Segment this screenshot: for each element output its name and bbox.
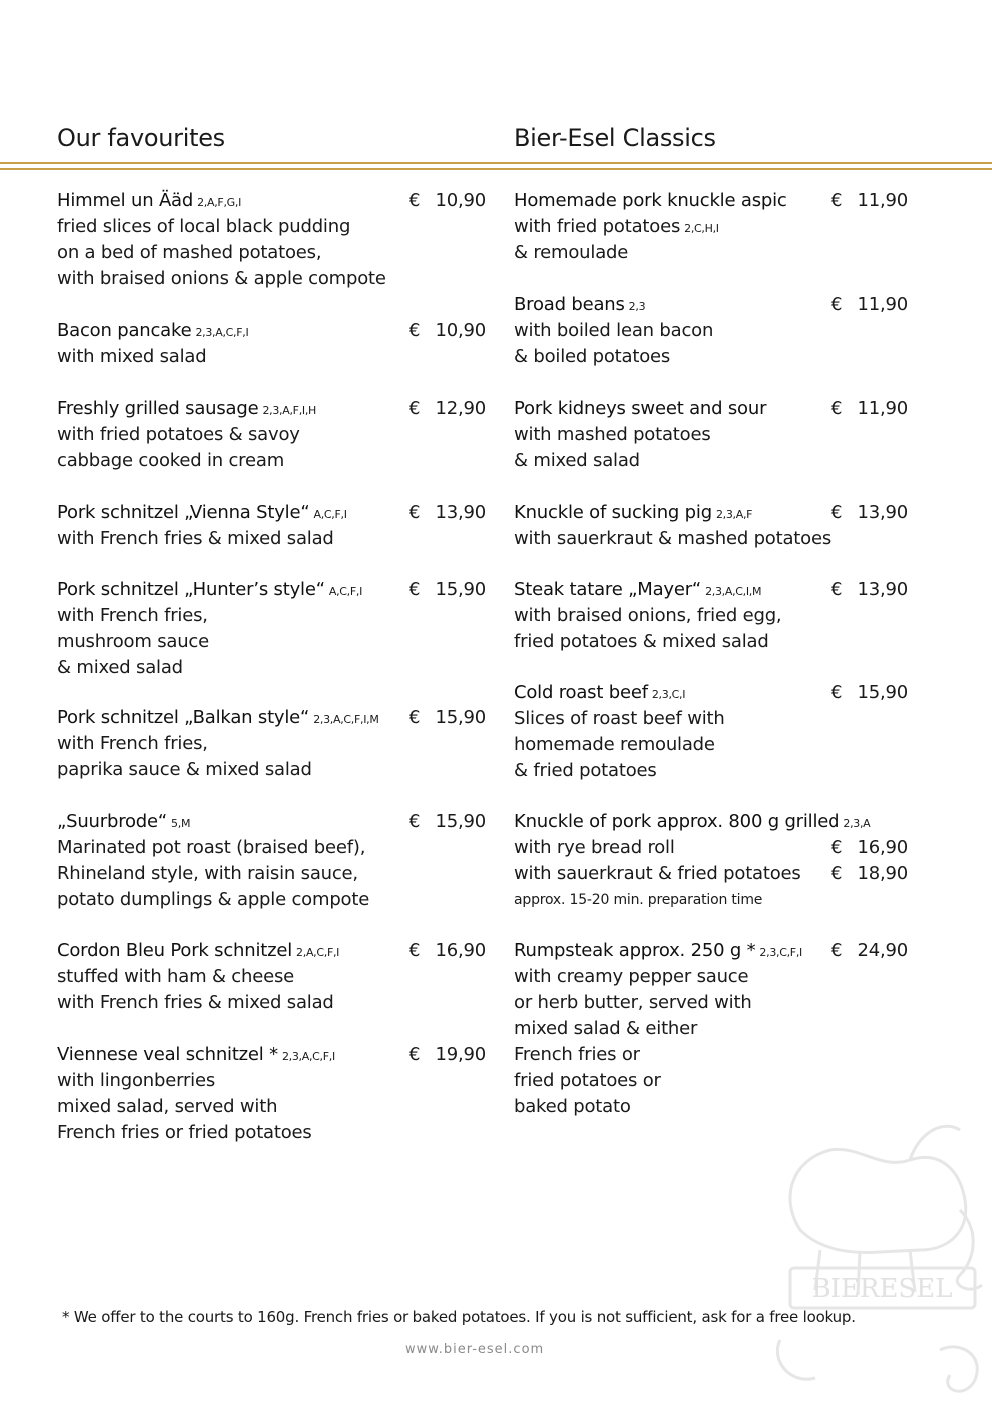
allergen-codes: A,C,F,I — [313, 508, 347, 521]
heading-rule-bottom — [0, 168, 992, 170]
euro-sign: € — [409, 940, 421, 961]
item-description: with braised onions & apple compote — [57, 268, 386, 289]
item-description: with mixed salad — [57, 346, 207, 367]
left-column-heading: Our favourites — [57, 124, 225, 152]
menu-item — [57, 318, 492, 370]
euro-sign: € — [831, 682, 843, 703]
item-description: cabbage cooked in cream — [57, 450, 285, 471]
allergen-codes: 2,3 — [628, 300, 646, 313]
allergen-codes: 2,3,A,C,I,M — [705, 585, 762, 598]
item-description — [514, 629, 914, 655]
item-price: 15,90 — [435, 707, 486, 728]
menu-item — [514, 577, 914, 655]
item-description — [514, 240, 914, 266]
item-title-line — [57, 318, 492, 344]
allergen-codes: 5,M — [171, 817, 191, 830]
item-name: Pork schnitzel „Vienna Style“ — [57, 502, 310, 523]
item-description — [514, 318, 914, 344]
item-price: 13,90 — [857, 579, 908, 600]
menu-item — [57, 705, 492, 783]
euro-sign: € — [409, 811, 421, 832]
description-text: homemade remoulade — [514, 734, 715, 755]
item-description: with French fries & mixed salad — [57, 992, 334, 1013]
item-name: Freshly grilled sausage — [57, 398, 259, 419]
item-description: with French fries, — [57, 733, 208, 754]
item-description: paprika sauce & mixed salad — [57, 759, 312, 780]
item-name: Pork kidneys sweet and sour — [514, 398, 767, 419]
item-description: Rhineland style, with raisin sauce, — [57, 863, 358, 884]
item-description: mixed salad, served with — [57, 1096, 278, 1117]
euro-sign: € — [409, 320, 421, 341]
description-text: with fried potatoes — [514, 216, 681, 237]
allergen-codes: 2,A,C,F,I — [296, 946, 340, 959]
euro-sign: € — [409, 1044, 421, 1065]
item-price: 11,90 — [857, 190, 908, 211]
item-description — [514, 526, 914, 552]
item-description: French fries or fried potatoes — [57, 1122, 312, 1143]
item-description: stuffed with ham & cheese — [57, 966, 295, 987]
item-name: Bacon pancake — [57, 320, 192, 341]
allergen-codes: 2,3,A,F — [715, 508, 753, 521]
item-description: on a bed of mashed potatoes, — [57, 242, 322, 263]
description-text: fried potatoes or — [514, 1070, 661, 1091]
euro-sign: € — [831, 940, 843, 961]
allergen-codes: 2,3,A,C,F,I — [195, 326, 249, 339]
euro-sign: € — [831, 579, 843, 600]
description-text: & remoulade — [514, 242, 629, 263]
item-description: fried slices of local black pudding — [57, 216, 351, 237]
item-price: 16,90 — [435, 940, 486, 961]
description-text: fried potatoes & mixed salad — [514, 631, 769, 652]
description-text: & boiled potatoes — [514, 346, 671, 367]
item-price: 11,90 — [857, 294, 908, 315]
item-name: Cold roast beef — [514, 682, 648, 703]
item-description: with fried potatoes & savoy — [57, 424, 300, 445]
euro-sign: € — [831, 837, 843, 858]
item-description — [514, 1068, 914, 1094]
euro-sign: € — [831, 863, 843, 884]
item-price: 24,90 — [857, 940, 908, 961]
right-column-heading: Bier-Esel Classics — [514, 124, 716, 152]
euro-sign: € — [409, 190, 421, 211]
item-name: Broad beans — [514, 294, 625, 315]
menu-item — [514, 396, 914, 474]
item-description — [514, 1016, 914, 1042]
item-title-line — [514, 292, 914, 318]
item-price: 16,90 — [857, 837, 908, 858]
website-url: www.bier-esel.com — [405, 1342, 545, 1357]
menu-item — [514, 500, 914, 552]
allergen-codes: 2,3,A,F,I,H — [262, 404, 317, 417]
item-title-line — [514, 396, 914, 422]
description-text: with sauerkraut & fried potatoes — [514, 863, 801, 884]
description-text: baked potato — [514, 1096, 631, 1117]
menu-item — [57, 577, 492, 681]
menu-item — [514, 809, 914, 913]
euro-sign: € — [831, 502, 843, 523]
item-description — [514, 964, 914, 990]
allergen-codes: 2,3,A,C,F,I — [281, 1050, 335, 1063]
menu-item — [57, 938, 492, 1016]
euro-sign: € — [831, 294, 843, 315]
item-name: Homemade pork knuckle aspic — [514, 190, 787, 211]
menu-item — [514, 188, 914, 266]
item-description — [514, 344, 914, 370]
item-name: Rumpsteak approx. 250 g * — [514, 940, 756, 961]
item-price: 18,90 — [857, 863, 908, 884]
allergen-codes: 2,A,F,G,I — [197, 196, 242, 209]
item-title-line — [57, 500, 492, 526]
menu-item — [57, 500, 492, 552]
item-price: 10,90 — [435, 190, 486, 211]
item-description — [514, 422, 914, 448]
description-text: with sauerkraut & mashed potatoes — [514, 528, 832, 549]
item-price: 13,90 — [857, 502, 908, 523]
item-description — [514, 448, 914, 474]
item-title-line — [514, 680, 914, 706]
item-title-line — [514, 809, 914, 835]
item-title-line — [57, 396, 492, 422]
description-text: with braised onions, fried egg, — [514, 605, 782, 626]
euro-sign: € — [409, 707, 421, 728]
item-title-line — [57, 1042, 492, 1068]
menu-item — [57, 396, 492, 474]
euro-sign: € — [409, 398, 421, 419]
menu-item — [57, 1042, 492, 1146]
euro-sign: € — [831, 398, 843, 419]
item-description: & mixed salad — [57, 657, 183, 678]
allergen-codes: 2,3,A — [843, 817, 871, 830]
allergen-codes: 2,C,H,I — [684, 222, 719, 235]
preparation-note — [514, 887, 914, 913]
allergen-codes: 2,3,C,F,I — [759, 946, 802, 959]
item-name: Knuckle of pork approx. 800 g grilled — [514, 811, 840, 832]
item-price: 13,90 — [435, 502, 486, 523]
menu-item — [514, 680, 914, 784]
item-price: 19,90 — [435, 1044, 486, 1065]
svg-text:BIERESEL: BIERESEL — [811, 1274, 953, 1304]
allergen-codes: 2,3,C,I — [651, 688, 686, 701]
item-description — [514, 861, 914, 887]
item-title-line — [57, 577, 492, 603]
item-name: Steak tatare „Mayer“ — [514, 579, 702, 600]
item-description: with lingonberries — [57, 1070, 216, 1091]
item-name: Cordon Bleu Pork schnitzel — [57, 940, 293, 961]
description-text: mixed salad & either — [514, 1018, 698, 1039]
item-description — [514, 835, 914, 861]
footnote: * We offer to the courts to 160g. French fries or baked potatoes. If you is not sufficient, ask for a free lookup. — [62, 1308, 856, 1326]
item-name: Knuckle of sucking pig — [514, 502, 712, 523]
allergen-codes: 2,3,A,C,F,I,M — [313, 713, 379, 726]
item-title-line — [57, 938, 492, 964]
item-name: Himmel un Ääd — [57, 190, 194, 211]
item-description: potato dumplings & apple compote — [57, 889, 370, 910]
description-text: or herb butter, served with — [514, 992, 752, 1013]
item-price: 15,90 — [857, 682, 908, 703]
euro-sign: € — [409, 502, 421, 523]
item-description: with French fries, — [57, 605, 208, 626]
description-text: with boiled lean bacon — [514, 320, 714, 341]
description-text: with mashed potatoes — [514, 424, 711, 445]
item-description — [514, 1042, 914, 1068]
description-text: with creamy pepper sauce — [514, 966, 749, 987]
description-text: & mixed salad — [514, 450, 640, 471]
item-price: 15,90 — [435, 811, 486, 832]
item-price: 11,90 — [857, 398, 908, 419]
menu-item — [57, 809, 492, 913]
description-text: with rye bread roll — [514, 837, 675, 858]
euro-sign: € — [409, 579, 421, 600]
item-name: Pork schnitzel „Balkan style“ — [57, 707, 310, 728]
item-title-line — [514, 577, 914, 603]
item-name: Viennese veal schnitzel * — [57, 1044, 278, 1065]
allergen-codes: A,C,F,I — [328, 585, 363, 598]
item-description — [514, 603, 914, 629]
item-description: with French fries & mixed salad — [57, 528, 334, 549]
bieresel-logo-watermark — [760, 1100, 992, 1403]
item-description — [514, 990, 914, 1016]
item-title-line — [514, 500, 914, 526]
item-price: 10,90 — [435, 320, 486, 341]
description-text: & fried potatoes — [514, 760, 657, 781]
item-description — [514, 214, 914, 240]
item-price: 12,90 — [435, 398, 486, 419]
item-title-line — [57, 188, 492, 214]
item-title-line — [57, 705, 492, 731]
description-text: Slices of roast beef with — [514, 708, 725, 729]
item-name: „Suurbrode“ — [57, 811, 168, 832]
item-description — [514, 758, 914, 784]
item-title-line — [514, 938, 914, 964]
item-title-line — [514, 188, 914, 214]
heading-rule-top — [0, 162, 992, 164]
menu-item — [514, 292, 914, 370]
item-price: 15,90 — [435, 579, 486, 600]
menu-item — [514, 938, 914, 1120]
item-description: mushroom sauce — [57, 631, 210, 652]
description-text: approx. 15-20 min. preparation time — [514, 892, 763, 908]
item-title-line — [57, 809, 492, 835]
item-name: Pork schnitzel „Hunter’s style“ — [57, 579, 325, 600]
item-description — [514, 732, 914, 758]
description-text: French fries or — [514, 1044, 640, 1065]
euro-sign: € — [831, 190, 843, 211]
item-description — [514, 706, 914, 732]
menu-item — [57, 188, 492, 292]
item-description: Marinated pot roast (braised beef), — [57, 837, 366, 858]
